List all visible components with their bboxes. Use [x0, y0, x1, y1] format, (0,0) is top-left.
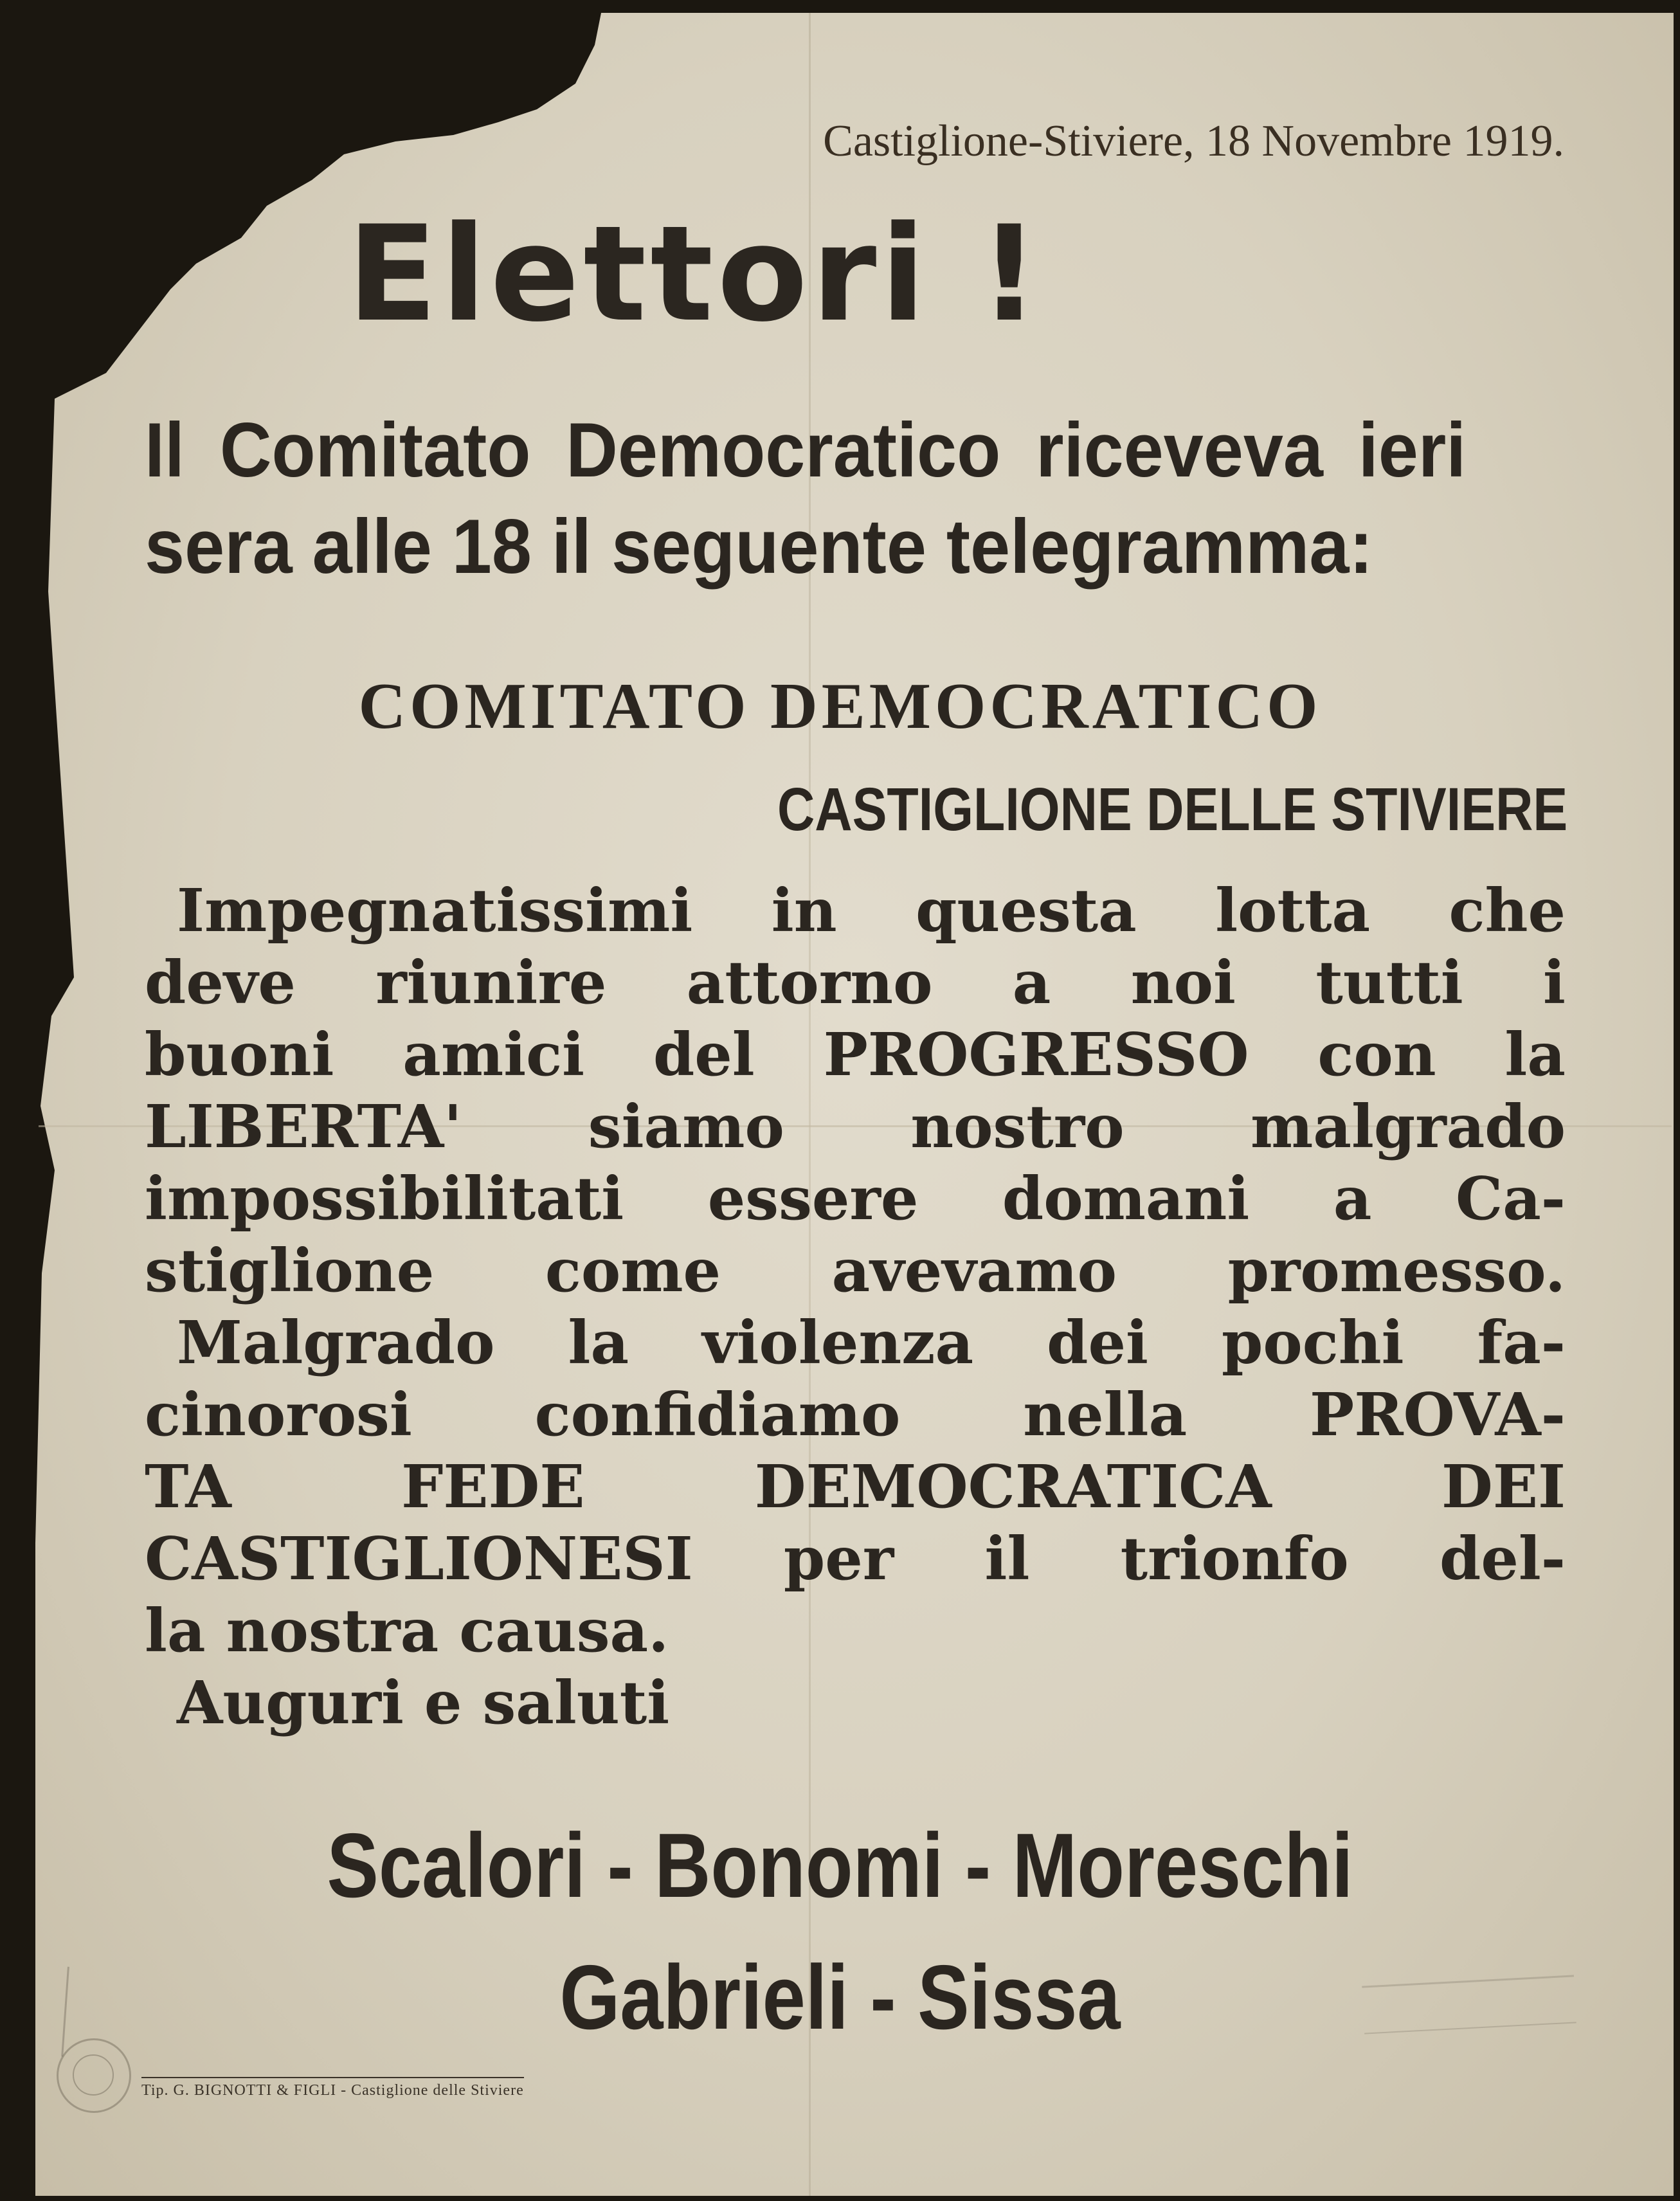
telegram-line: impossibilitati essere domani a Ca-	[145, 1164, 1566, 1233]
telegram-line: stiglione come avevamo promesso.	[145, 1236, 1566, 1305]
intro-paragraph: Il Comitato Democratico riceveva ieri sera alle 18 il seguente telegramma:	[145, 407, 1467, 590]
date-line: Castiglione-Stiviere, 18 Novembre 1919.	[823, 116, 1564, 166]
telegram-addressee-line1: COMITATO DEMOCRATICO	[358, 670, 1322, 743]
telegram-line: la nostra causa.	[145, 1596, 669, 1665]
telegram-line: Impegnatissimi in questa lotta che	[177, 876, 1566, 945]
telegram-body	[145, 874, 1566, 1739]
telegram-line: LIBERTA' siamo nostro malgrado	[145, 1092, 1566, 1161]
telegram-line: CASTIGLIONESI per il trionfo del-	[145, 1524, 1566, 1593]
headline: Elettori !	[347, 198, 1043, 351]
signatures-line2: Gabrieli - Sissa	[559, 1946, 1121, 2049]
printer-imprint: Tip. G. BIGNOTTI & FIGLI - Castiglione delle Stiviere	[141, 2077, 524, 2099]
signatures-line1: Scalori - Bonomi - Moreschi	[327, 1815, 1353, 1917]
telegram-line: cinorosi confidiamo nella PROVA-	[145, 1380, 1566, 1449]
telegram-line: buoni amici del PROGRESSO con la	[145, 1020, 1566, 1089]
telegram-line: TA FEDE DEMOCRATICA DEI	[145, 1452, 1566, 1521]
telegram-addressee-line2: CASTIGLIONE DELLE STIVIERE	[777, 775, 1567, 844]
telegram-line: Malgrado la violenza dei pochi fa-	[177, 1308, 1566, 1377]
telegram-closing: Auguri e saluti	[177, 1668, 670, 1737]
telegram-line: deve riunire attorno a noi tutti i	[145, 948, 1566, 1017]
